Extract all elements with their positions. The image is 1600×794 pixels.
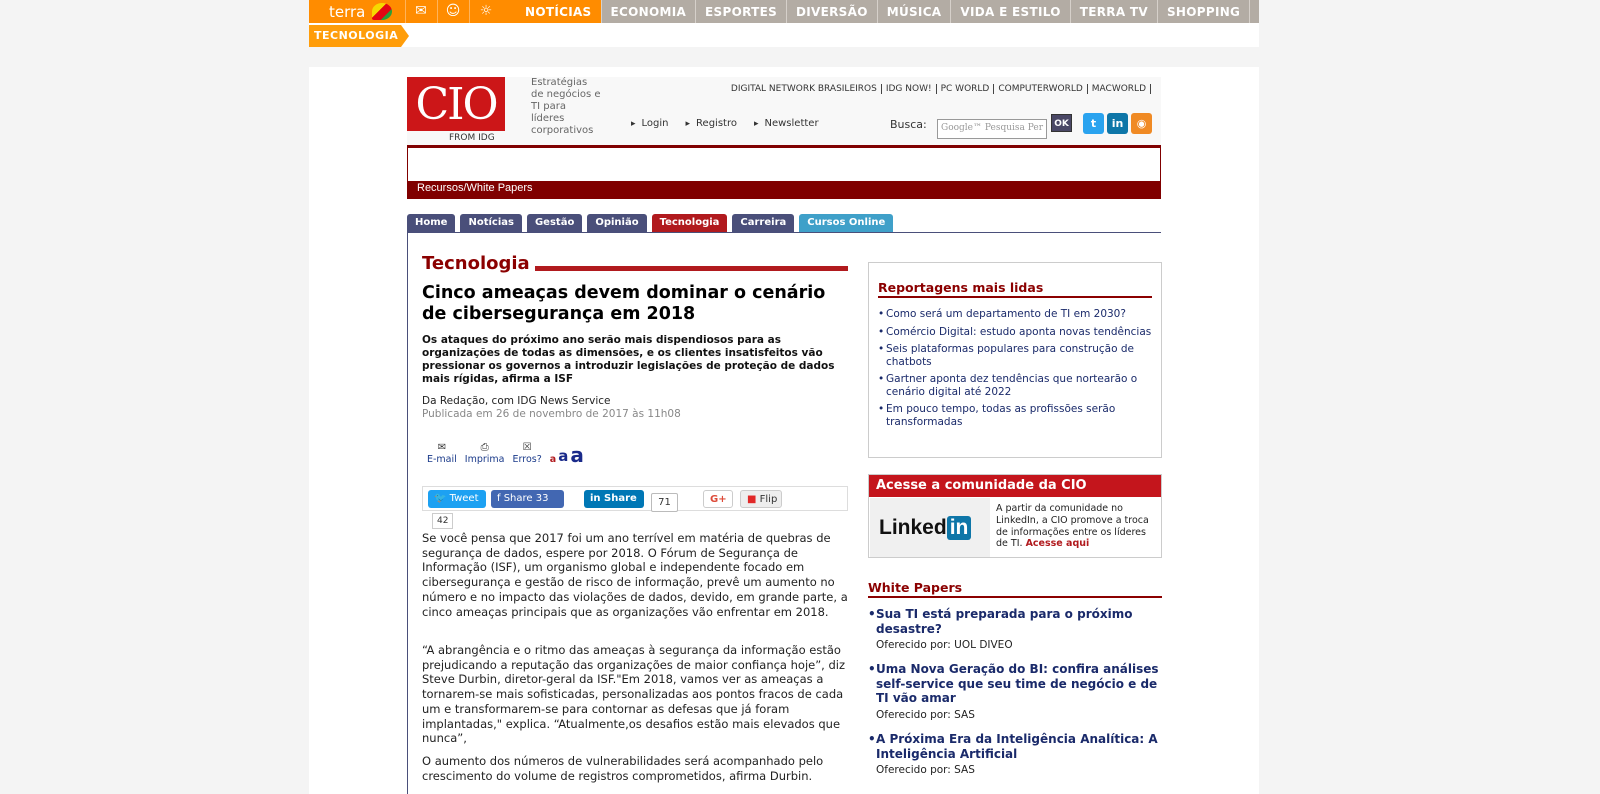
white-paper-link[interactable]: • A Próxima Era da Inteligência Analítica: A Inteligência Artificial xyxy=(868,732,1162,761)
twitter-icon[interactable]: t xyxy=(1083,113,1104,134)
most-read-item[interactable]: • Comércio Digital: estudo aponta novas tendências xyxy=(878,326,1158,339)
terra-top-bar xyxy=(309,0,1259,23)
cio-logo[interactable]: CIO xyxy=(407,77,505,131)
link-computerworld[interactable]: COMPUTERWORLD xyxy=(994,84,1087,94)
terra-logo[interactable]: terra xyxy=(329,3,366,21)
newsletter-link[interactable]: ▸ Newsletter xyxy=(754,118,819,129)
most-read-item[interactable]: • Seis plataformas populares para construção de chatbots xyxy=(878,343,1158,368)
white-paper-sponsor: Oferecido por: SAS xyxy=(876,709,975,722)
white-papers-title: White Papers xyxy=(868,580,963,595)
errors-label: Erros? xyxy=(512,454,542,465)
weather-icon[interactable]: ☼ xyxy=(479,3,493,19)
errors-tool[interactable] xyxy=(513,442,542,465)
tweet-button[interactable] xyxy=(428,490,486,508)
article-lede: Os ataques do próximo ano serão mais dispendiosos para as organizações de todas as dimensões, e os clientes insatisfeitos vão pressionar os governos a introduzir legislações de proteção de dados mais rígidas, afirma a ISF xyxy=(422,334,835,385)
flipboard-button[interactable] xyxy=(740,490,782,508)
flipboard-icon: ■ xyxy=(747,494,760,505)
content-border xyxy=(407,232,408,794)
font-size-large-button[interactable]: a xyxy=(570,443,584,467)
most-read-item[interactable]: • Como será um departamento de TI em 2030? xyxy=(878,308,1158,321)
terra-nav-diversao[interactable]: DIVERSÃO xyxy=(787,0,878,23)
tab-cursos-online[interactable]: Cursos Online xyxy=(799,214,893,232)
tabs-underline xyxy=(407,232,1161,233)
terra-logo-mark-icon[interactable] xyxy=(372,3,392,20)
tweet-count: 42 xyxy=(432,513,453,529)
linkedin-word: Linked xyxy=(879,516,947,539)
print-icon: ⎙ xyxy=(480,442,489,453)
linkedin-share-count: 71 xyxy=(651,493,678,512)
white-paper-sponsor: Oferecido por: UOL DIVEO xyxy=(876,639,1013,652)
tab-carreira[interactable]: Carreira xyxy=(732,214,794,232)
linkedin-logo[interactable] xyxy=(870,498,990,557)
tweet-label: Tweet xyxy=(449,493,479,504)
search-input[interactable]: Google™ Pesquisa Per xyxy=(937,119,1047,139)
section-rule xyxy=(535,266,848,271)
section-tag[interactable]: TECNOLOGIA xyxy=(309,25,401,47)
most-read-item[interactable]: • Gartner aponta dez tendências que nortearão o cenário digital até 2022 xyxy=(878,373,1158,398)
community-text xyxy=(996,503,1159,550)
games-icon[interactable]: ☺ xyxy=(445,3,461,19)
cio-header xyxy=(407,77,1161,145)
article-paragraph: “A abrangência e o ritmo das ameaças à segurança da informação estão prejudicando a reputação das organizações de maior confiança hoje”, diz Steve Durbin, diretor-geral da ISF."Em 2018, vamos ver as ameaças a tornarem-se mais sofisticadas, personalizadas aos pontos fracos de cada um e transformarem-se para contornar as defesas que já foram implantadas," explica. “Atualmente,os desafios estão mais elevados que nunca”, xyxy=(422,643,846,746)
twitter-bird-icon: 🐦 xyxy=(434,493,450,504)
article-date: Publicada em 26 de novembro de 2017 às 11h08 xyxy=(422,408,681,420)
linkedin-label: Share xyxy=(604,493,637,504)
tab-noticias[interactable]: Notícias xyxy=(460,214,522,232)
divider xyxy=(437,0,438,23)
ad-banner xyxy=(407,145,1161,199)
most-read-rule xyxy=(878,296,1152,298)
email-tool[interactable] xyxy=(427,442,457,465)
rss-icon[interactable]: ◉ xyxy=(1131,113,1152,134)
divider xyxy=(405,0,406,23)
section-title: Tecnologia xyxy=(422,253,530,274)
community-description: A partir da comunidade no LinkedIn, a CIO promove a troca de informações entre os líderes de TI. xyxy=(996,503,1149,550)
divider xyxy=(469,0,470,23)
linkedin-icon[interactable]: in xyxy=(1107,113,1128,134)
article-byline: Da Redação, com IDG News Service xyxy=(422,395,611,407)
tab-tecnologia[interactable]: Tecnologia xyxy=(652,214,728,232)
main-tabs xyxy=(407,214,898,232)
terra-nav-noticias[interactable]: NOTÍCIAS xyxy=(516,0,602,23)
from-idg-label: FROM IDG xyxy=(449,133,495,143)
article-paragraph: Se você pensa que 2017 foi um ano terrível em matéria de quebras de segurança de dados, espere por 2018. O Fórum de Segurança de Informação (ISF), um organismo global e independente focado em cibersegurança e gestão de risco de informação, prevê um aumento no número e no impacto das violações de dados, devido, em grande parte, a cinco ameaças principais que as organizações vão enfrentar em 2018. xyxy=(422,531,848,619)
terra-nav-terra-tv[interactable]: TERRA TV xyxy=(1071,0,1158,23)
terra-nav-economia[interactable]: ECONOMIA xyxy=(602,0,697,23)
terra-nav-shopping[interactable]: SHOPPING xyxy=(1158,0,1250,23)
link-macworld[interactable]: MACWORLD xyxy=(1088,84,1151,94)
banner-label[interactable]: Recursos/White Papers xyxy=(417,182,533,194)
community-box xyxy=(868,474,1162,558)
most-read-item[interactable]: • Em pouco tempo, todas as profissões serão transformadas xyxy=(878,403,1158,428)
white-paper-item xyxy=(868,607,1162,651)
white-paper-link[interactable]: • Uma Nova Geração do BI: confira análises self-service que seu time de negócio e de TI vão amar xyxy=(868,662,1162,706)
google-plus-button[interactable]: G+ xyxy=(703,490,733,508)
terra-nav-esportes[interactable]: ESPORTES xyxy=(696,0,787,23)
linkedin-share-button[interactable] xyxy=(584,490,644,508)
community-title: Acesse a comunidade da CIO xyxy=(869,475,1161,497)
linkedin-in-mark: in xyxy=(947,516,972,540)
errors-icon: ☒ xyxy=(522,442,532,453)
facebook-share-button[interactable] xyxy=(491,490,564,508)
article-paragraph: O aumento dos números de vulnerabilidades será acompanhado pelo crescimento do volume de registros comprometidos, afirma Durbin. xyxy=(422,754,824,783)
community-link[interactable]: Acesse aqui xyxy=(1025,538,1090,550)
flip-label: Flip xyxy=(759,494,778,505)
email-icon: ✉ xyxy=(437,442,447,453)
most-read-title: Reportagens mais lidas xyxy=(878,280,1044,295)
linkedin-share-icon: in xyxy=(590,493,605,504)
banner-space xyxy=(408,148,1160,181)
facebook-icon: f xyxy=(497,493,504,504)
registro-link[interactable]: ▸ Registro xyxy=(686,118,737,129)
print-label: Imprima xyxy=(464,454,505,465)
terra-nav-vida-estilo[interactable]: VIDA E ESTILO xyxy=(951,0,1070,23)
share-bar xyxy=(422,486,848,511)
tab-opiniao[interactable]: Opinião xyxy=(587,214,646,232)
most-read-list xyxy=(878,308,1158,433)
white-papers-rule xyxy=(868,596,1162,598)
article-headline: Cinco ameaças devem dominar o cenário de cibersegurança em 2018 xyxy=(422,283,826,324)
terra-nav-musica[interactable]: MÚSICA xyxy=(878,0,952,23)
fb-count: 33 xyxy=(535,493,549,504)
user-links xyxy=(631,118,836,129)
font-size-medium-button[interactable]: a xyxy=(558,447,569,465)
print-tool[interactable] xyxy=(465,442,505,465)
most-read-box xyxy=(868,262,1162,458)
article-tools xyxy=(427,442,586,465)
font-size-small-button[interactable]: a xyxy=(549,454,557,465)
white-paper-item xyxy=(868,662,1162,721)
link-idg-now[interactable]: IDG NOW! xyxy=(882,84,937,94)
mail-icon[interactable]: ✉ xyxy=(415,3,427,19)
tab-home[interactable]: Home xyxy=(407,214,455,232)
fb-label: Share xyxy=(503,493,533,504)
terra-logo-area xyxy=(309,0,516,23)
link-digital-network[interactable]: DIGITAL NETWORK BRASILEIROS xyxy=(727,84,882,94)
tab-gestao[interactable]: Gestão xyxy=(527,214,582,232)
cio-tagline: Estratégias de negócios e TI para líderes corporativos xyxy=(531,77,601,136)
white-paper-sponsor: Oferecido por: SAS xyxy=(876,764,975,777)
search-label: Busca: xyxy=(890,118,927,131)
email-label: E-mail xyxy=(427,454,457,465)
network-links xyxy=(727,84,1151,94)
white-paper-link[interactable]: • Sua TI está preparada para o próximo desastre? xyxy=(868,607,1162,636)
terra-sub-bar xyxy=(309,23,1259,47)
search-ok-button[interactable]: OK xyxy=(1051,114,1072,132)
login-link[interactable]: ▸ Login xyxy=(631,118,669,129)
link-pc-world[interactable]: PC WORLD xyxy=(937,84,995,94)
terra-nav xyxy=(516,0,1250,23)
white-paper-item xyxy=(868,732,1162,776)
